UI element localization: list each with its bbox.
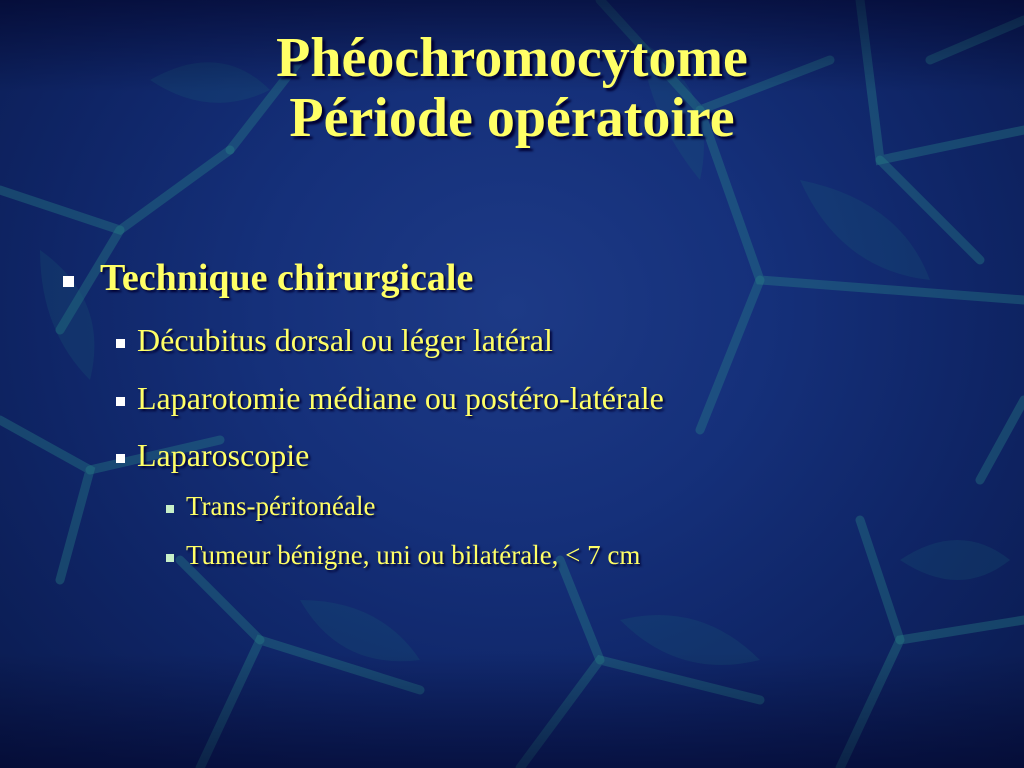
- bullet-decubitus: [116, 322, 553, 359]
- square-bullet-icon: [166, 554, 174, 562]
- bullet-technique-chirurgicale: [63, 256, 473, 300]
- bullet-text: Laparotomie médiane ou postéro-latérale: [137, 380, 664, 416]
- bullet-trans-peritoneale: [166, 491, 375, 522]
- bullet-laparotomie: [116, 380, 664, 417]
- bullet-text: Décubitus dorsal ou léger latéral: [137, 322, 553, 358]
- bullet-text: Trans-péritonéale: [186, 491, 376, 521]
- title-line-1: Phéochromocytome: [276, 27, 748, 89]
- square-bullet-icon: [116, 397, 125, 406]
- square-bullet-icon: [63, 276, 74, 287]
- bullet-laparoscopie: [116, 437, 309, 474]
- bullet-text: Laparoscopie: [137, 437, 310, 473]
- bullet-text: Tumeur bénigne, uni ou bilatérale, < 7 cm: [186, 540, 641, 570]
- square-bullet-icon: [166, 505, 174, 513]
- square-bullet-icon: [116, 339, 125, 348]
- bullet-tumeur-benigne: [166, 540, 640, 571]
- square-bullet-icon: [116, 454, 125, 463]
- bullet-text: Technique chirurgicale: [100, 257, 474, 299]
- title-line-2: Période opératoire: [289, 87, 735, 149]
